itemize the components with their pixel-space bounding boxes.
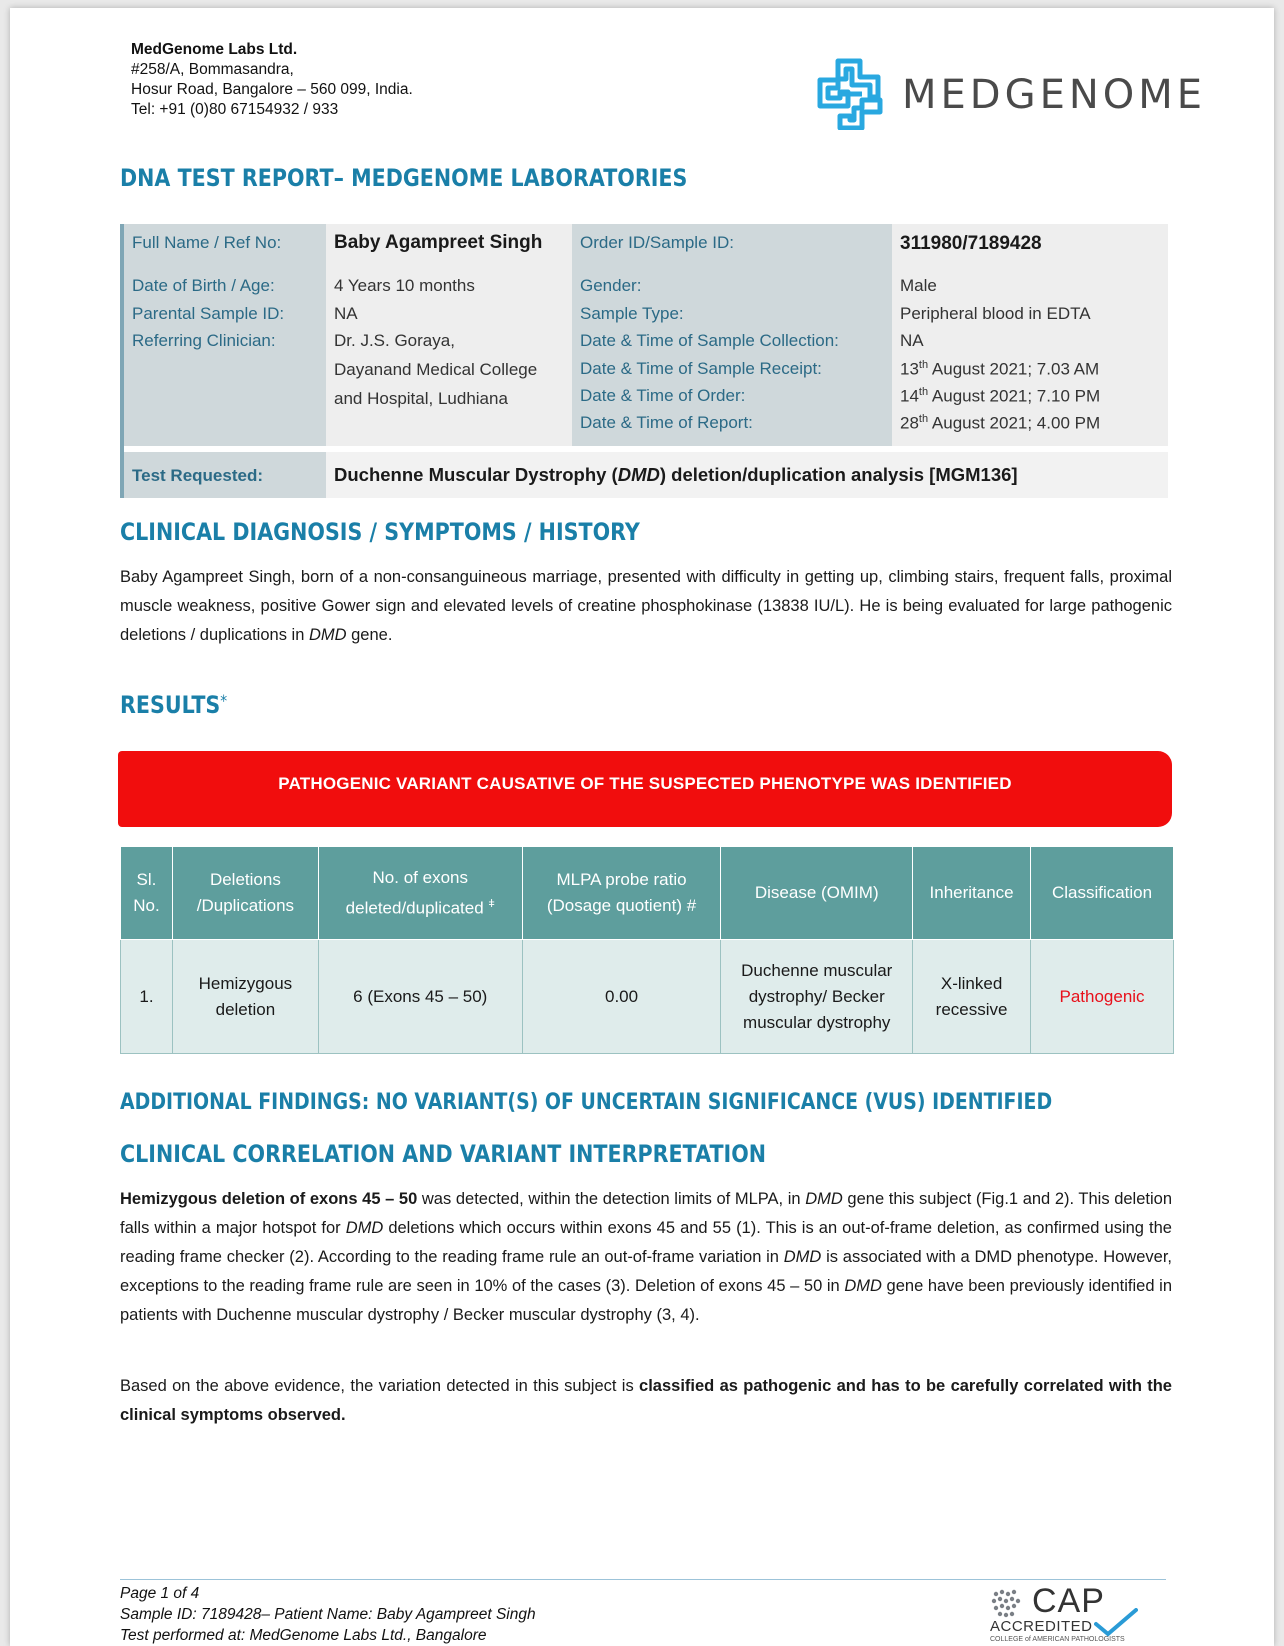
cell-inheritance: X-linked recessive: [913, 940, 1031, 1054]
results-heading: RESULTS*: [120, 691, 228, 719]
cap-dots-icon: [990, 1588, 1030, 1622]
cap-text: CAP: [1032, 1582, 1105, 1620]
order-time-label: Date & Time of Order:: [580, 386, 746, 405]
dob-value: 4 Years 10 months: [334, 276, 475, 295]
order-time-value: 14th August 2021; 7.10 PM: [900, 386, 1101, 406]
address-line-1: #258/A, Bommasandra,: [131, 61, 294, 78]
col-classification: Classification: [1031, 847, 1174, 940]
correlation-paragraph-1: Hemizygous deletion of exons 45 – 50 was detected, within the detection limits of MLPA, in DMD gene this subject (Fig.1 and 2). This deletion falls within a major hotspot for DMD deletions which occurs within exons 45 and 55 (1). This is an out-of-frame deletion, as confirmed using the reading frame checker (2). According to the reading frame rule an out-of-frame variation in DMD is associated with a DMD phenotype. However, exceptions to the reading frame rule are seen in 10% of the cases (3). Deletion of exons 45 – 50 in DMD gene have been previously identified in patients with Duchenne muscular dystrophy / Becker muscular dystrophy (3, 4).: [120, 1190, 1173, 1324]
order-id-label: Order ID/Sample ID:: [580, 233, 734, 252]
table-header-row: [121, 847, 1174, 940]
correlation-paragraph-2: Based on the above evidence, the variation detected in this subject is classified as pathogenic and has to be carefully correlated with the clinical symptoms observed.: [120, 1377, 1172, 1424]
logo-wordmark: MEDGENOME: [902, 72, 1207, 118]
results-table: [120, 846, 1174, 1054]
sample-type-label: Sample Type:: [580, 304, 684, 323]
medgenome-logo-icon: [816, 58, 886, 130]
result-banner: PATHOGENIC VARIANT CAUSATIVE OF THE SUSPECTED PHENOTYPE WAS IDENTIFIED: [118, 751, 1172, 827]
cell-mlpa: 0.00: [522, 940, 721, 1054]
clinician-line-3: and Hospital, Ludhiana: [334, 389, 508, 408]
order-id-value: 311980/7189428: [900, 233, 1042, 254]
medgenome-logo: [816, 54, 1207, 134]
parental-sample-label: Parental Sample ID:: [132, 304, 285, 323]
col-deletions: Deletions /Duplications: [172, 847, 318, 940]
receipt-label: Date & Time of Sample Receipt:: [580, 359, 822, 378]
patient-info-table: [120, 224, 1168, 498]
full-name-label: Full Name / Ref No:: [132, 233, 282, 252]
cell-classification: Pathogenic: [1031, 940, 1174, 1054]
checkmark-icon: [1094, 1608, 1138, 1638]
report-page: [10, 8, 1274, 1646]
company-name: MedGenome Labs Ltd.: [131, 41, 298, 58]
gender-value: Male: [900, 276, 937, 295]
company-tel: Tel: +91 (0)80 67154932 / 933: [131, 101, 339, 118]
report-title: DNA TEST REPORT– MEDGENOME LABORATORIES: [120, 164, 688, 192]
test-requested-value: Duchenne Muscular Dystrophy (DMD) deletion/duplication analysis [MGM136]: [334, 464, 1018, 485]
collection-value: NA: [900, 331, 924, 350]
collection-label: Date & Time of Sample Collection:: [580, 331, 839, 350]
cap-full-name: COLLEGE of AMERICAN PATHOLOGISTS: [990, 1636, 1125, 1643]
table-row: [121, 940, 1174, 1054]
company-address: [131, 40, 413, 120]
clinician-line-1: Dr. J.S. Goraya,: [334, 331, 455, 350]
footer-performed: Test performed at: MedGenome Labs Ltd., Bangalore: [120, 1627, 487, 1644]
accredited-text: ACCREDITED: [990, 1618, 1093, 1635]
col-disease: Disease (OMIM): [721, 847, 913, 940]
footer-text: [120, 1583, 536, 1646]
additional-findings-heading: ADDITIONAL FINDINGS: NO VARIANT(S) OF UNCERTAIN SIGNIFICANCE (VUS) IDENTIFIED: [120, 1090, 1053, 1115]
clinician-label: Referring Clinician:: [132, 331, 276, 350]
sample-type-value: Peripheral blood in EDTA: [900, 304, 1091, 323]
receipt-value: 13th August 2021; 7.03 AM: [900, 359, 1100, 379]
test-requested-label: Test Requested:: [132, 466, 263, 485]
clinical-heading: CLINICAL DIAGNOSIS / SYMPTOMS / HISTORY: [120, 518, 640, 546]
dob-label: Date of Birth / Age:: [132, 276, 275, 295]
full-name-value: Baby Agampreet Singh: [334, 232, 543, 253]
col-exons: No. of exons deleted/duplicated $^ǂ$: [318, 847, 522, 940]
correlation-heading: CLINICAL CORRELATION AND VARIANT INTERPRETATION: [120, 1140, 767, 1168]
cell-exons: 6 (Exons 45 – 50): [318, 940, 522, 1054]
footer-sample: Sample ID: 7189428– Patient Name: Baby Agampreet Singh: [120, 1606, 536, 1623]
footer-divider: [120, 1579, 1166, 1580]
cell-sl: 1.: [121, 940, 173, 1054]
address-line-2: Hosur Road, Bangalore – 560 099, India.: [131, 81, 413, 98]
report-time-label: Date & Time of Report:: [580, 413, 753, 432]
page-number: Page 1 of 4: [120, 1585, 200, 1602]
col-mlpa: MLPA probe ratio (Dosage quotient) #: [522, 847, 721, 940]
clinician-line-2: Dayanand Medical College: [334, 360, 538, 379]
parental-sample-value: NA: [334, 304, 358, 323]
clinical-text: Baby Agampreet Singh, born of a non-consanguineous marriage, presented with difficulty in getting up, climbing stairs, frequent falls, proximal muscle weakness, positive Gower sign and elevated levels of creatine phosphokinase (13838 IU/L). He is being evaluated for large pathogenic deletions / duplications in DMD gene.: [120, 568, 1172, 644]
gender-label: Gender:: [580, 276, 642, 295]
cap-accredited-logo: [988, 1582, 1158, 1646]
cell-disease: Duchenne muscular dystrophy/ Becker muscular dystrophy: [721, 940, 913, 1054]
col-sl: Sl. No.: [121, 847, 173, 940]
col-inheritance: Inheritance: [913, 847, 1031, 940]
report-time-value: 28th August 2021; 4.00 PM: [900, 413, 1101, 433]
cell-deletion: Hemizygous deletion: [172, 940, 318, 1054]
